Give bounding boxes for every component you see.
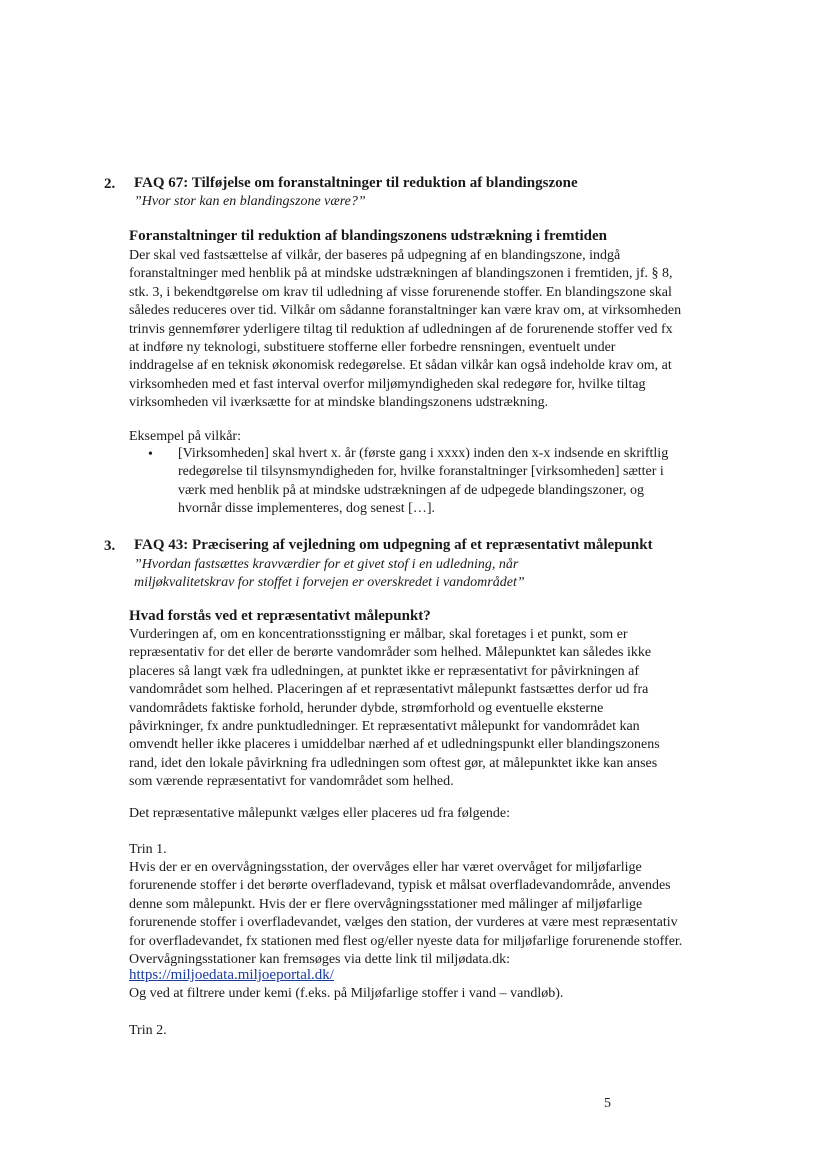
paragraph-line: foranstaltninger med henblik på at mindske udstrækningen af blandingszonen i fremtiden, jf. § 8, [129,266,673,282]
section-2-number: 2. [104,176,116,192]
section-3-subheading: Hvad forstås ved et repræsentativt målepunkt? [129,608,431,624]
miljoedata-link[interactable]: https://miljoedata.miljoeportal.dk/ [129,967,334,983]
paragraph-line: forurenende stoffer i overfladevandet, vælges den station, der vurderes at være mest repræsentativ [129,915,678,931]
bullet-marker: • [148,447,153,462]
bullet-line: værk med henblik på at mindske udstrækningen af de udpegede blandingszoner, og [178,482,644,498]
paragraph-line: virksomheden vil iværksætte for at mindske blandingszonens udstrækning. [129,395,549,411]
paragraph-line: at indføre ny teknologi, substituere stofferne eller forbedre rensningen, eventuelt under [129,340,616,356]
paragraph-line: Hvis der er en overvågningsstation, der overvåges eller har været overvåget for miljøfarlige [129,860,642,875]
paragraph-line: repræsentativ for det eller de berørte vandområder som helhed. Målepunktet kan således ikke [129,645,652,661]
paragraph-line: denne som målepunkt. Hvis der er flere overvågningsstationer med målinger af miljøfarlige [129,896,643,912]
bullet-line: hvornår disse implementeres, dog senest […]. [178,501,435,517]
paragraph-line: trinvis gennemfører yderligere tiltag til reduktion af udledningen af de forurenende stoffer ved fx [129,321,673,337]
selection-intro: Det repræsentative målepunkt vælges eller placeres ud fra følgende: [129,806,510,821]
paragraph-line: rand, idet den lokale påvirkning fra udledningen som oftest gør, at målepunktet ikke kan anses [129,755,658,771]
section-3-question [134,556,525,592]
paragraph-line: Overvågningsstationer kan fremsøges via dette link til miljødata.dk: [129,952,511,968]
paragraph-line: omvendt heller ikke placeres i umiddelbar nærhed af et udledningspunkt eller blandingszonens [129,737,660,753]
example-bullet-text [178,445,738,519]
example-label: Eksempel på vilkår: [129,429,241,444]
question-line: ”Hvordan fastsættes kravværdier for et givet stof i en udledning, når [134,557,519,572]
filter-instruction: Og ved at filtrere under kemi (f.eks. på Miljøfarlige stoffer i vand – vandløb). [129,986,564,1001]
paragraph-line: påvirkninger, fx andre punktudledninger. Et repræsentativt målepunkt for vandområdet kan [129,719,640,735]
page-number: 5 [604,1096,611,1111]
paragraph-line: Vurderingen af, om en koncentrationsstigning er målbar, skal foretages i et punkt, som er [129,627,628,642]
bullet-line: [Virksomheden] skal hvert x. år (første gang i xxxx) inden den x-x indsende en skriftlig [178,446,669,461]
paragraph-line: vandområdet som helhed. Placeringen af et repræsentativt målepunkt fastsættes derfor ud fra [129,682,649,698]
bullet-line: redegørelse til tilsynsmyndigheden for, hvilke foranstaltninger [virksomheden] sætter i [178,464,664,480]
paragraph-line: forurenende stoffer i det berørte overfladevand, typisk et målsat overfladevandområde, anvendes [129,878,671,894]
step-2-label: Trin 2. [129,1023,167,1038]
step-1-paragraph [129,859,749,969]
section-2-paragraph [129,247,749,413]
section-3-number: 3. [104,538,116,554]
question-line: miljøkvalitetskrav for stoffet i forvejen er overskredet i vandområdet” [134,575,525,590]
paragraph-line: for overfladevandet, fx stationen med flest og/eller nyeste data for miljøfarlige forurenende stoffer. [129,933,683,949]
section-3-heading: FAQ 43: Præcisering af vejledning om udpegning af et repræsentativt målepunkt [134,537,653,553]
section-3-paragraph [129,626,749,792]
paragraph-line: virksomheden med et fast interval overfor miljømyndigheden skal redegøre for, hvilke tiltag [129,376,646,392]
paragraph-line: inddragelse af en teknisk økonomisk redegørelse. Et sådan vilkår kan også indeholde krav om, at [129,358,672,374]
section-2-question: ”Hvor stor kan en blandingszone være?” [134,194,366,209]
paragraph-line: Der skal ved fastsættelse af vilkår, der baseres på udpegning af en blandingszone, indgå [129,248,621,263]
paragraph-line: således reduceres over tid. Vilkår om sådanne foranstaltninger kan være krav om, at virksomheden [129,303,682,319]
section-2-heading: FAQ 67: Tilføjelse om foranstaltninger til reduktion af blandingszone [134,175,578,191]
paragraph-line: som værende repræsentativt for vandområdet som helhed. [129,774,454,790]
paragraph-line: stk. 3, i bekendtgørelse om krav til udledning af visse forurenende stoffer. En blandingszone skal [129,284,672,300]
paragraph-line: placeres så langt væk fra udledningen, at punktet ikke er repræsentativt for påvirkningen af [129,663,640,679]
step-1-label: Trin 1. [129,842,167,857]
paragraph-line: vandområdets faktiske forhold, herunder dybde, strømforhold og eventuelle eksterne [129,700,604,716]
section-2-subheading: Foranstaltninger til reduktion af blandingszonens udstrækning i fremtiden [129,228,607,244]
